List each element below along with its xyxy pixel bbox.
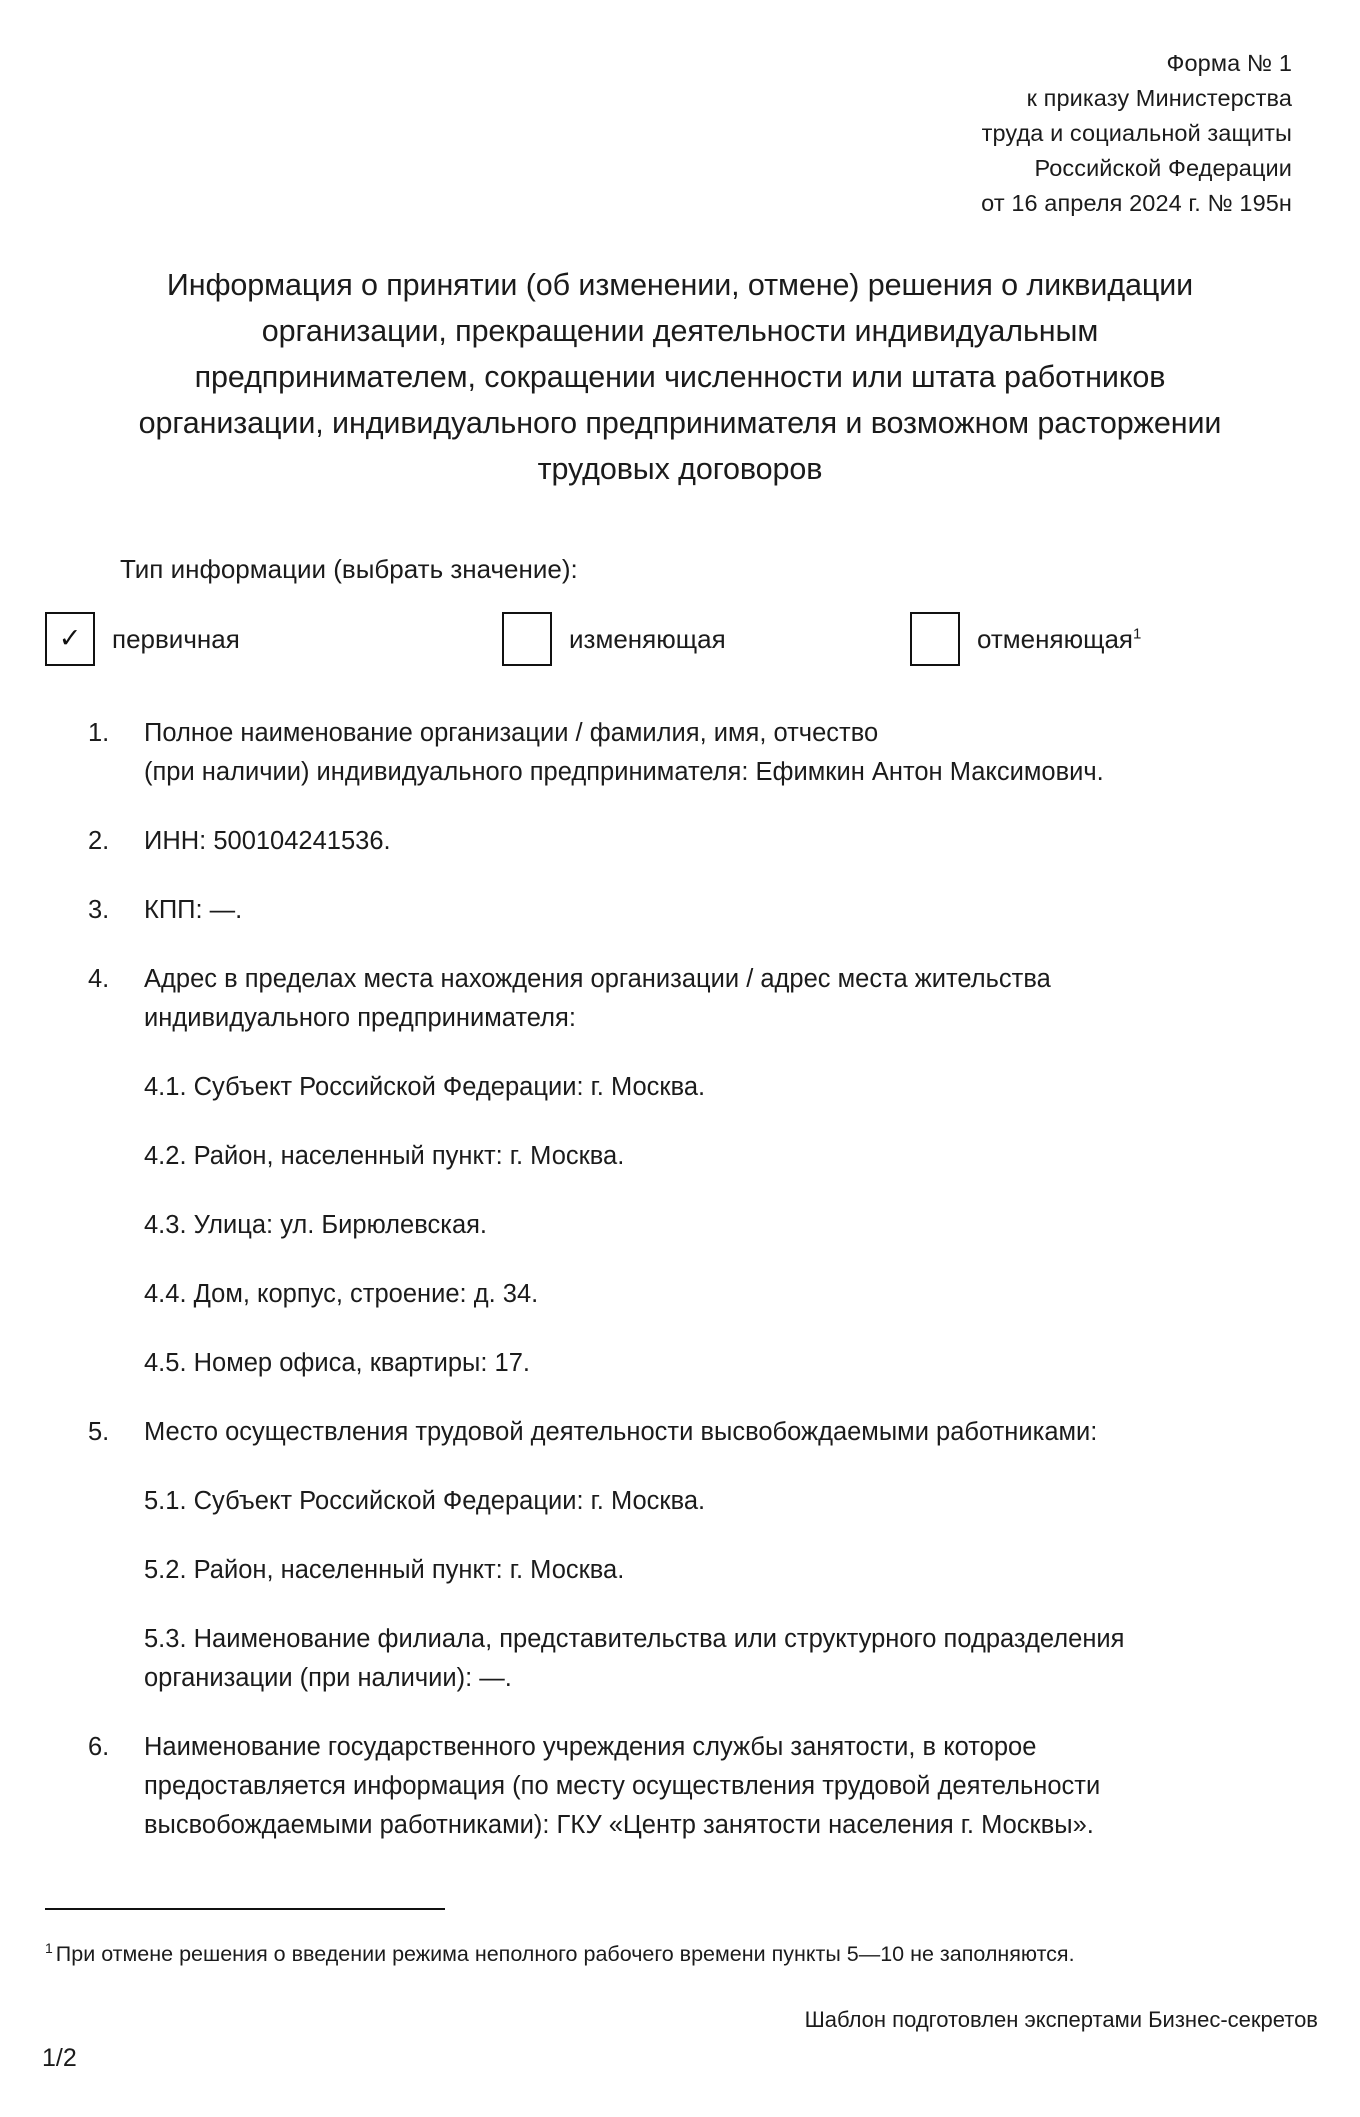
sub-item-4-5 [88,1344,1303,1383]
document-title [40,262,1320,492]
option-pervichnaya[interactable] [45,608,240,670]
item-number: 1. [88,719,110,747]
sub-item-5-3 [88,1620,1303,1698]
list-item [88,822,1303,861]
footnote [45,1938,1315,1970]
footnote-number: 1 [45,1939,53,1956]
footnote-separator [45,1908,445,1910]
sub-item-4-3 [88,1206,1303,1245]
list-item [88,1728,1303,1845]
item-body [144,822,1303,861]
checkbox-izmenyayushchaya[interactable] [502,612,552,666]
item-line: Полное наименование организации / фамилия, имя, отчество [144,719,879,747]
sub-item-line: 5.2. Район, населенный пункт: г. Москва. [144,1556,625,1584]
item-body [144,891,1303,930]
item-body [144,714,1303,792]
checkbox-label-pervichnaya [112,624,240,655]
item-number: 3. [88,896,110,924]
header-line-4: Российской Федерации [1034,155,1292,181]
list-item [88,960,1303,1038]
list-item [88,891,1303,930]
sub-item-4-2 [88,1137,1303,1176]
item-number: 4. [88,965,110,993]
checkbox-pervichnaya[interactable] [45,612,95,666]
sub-item-4-1 [88,1068,1303,1107]
checkbox-otmenyayushchaya[interactable] [910,612,960,666]
header-line-5: от 16 апреля 2024 г. № 195н [981,190,1292,216]
form-items-list [88,714,1303,1875]
item-line: высвобождаемыми работниками): ГКУ «Центр занятости населения г. Москвы». [144,1811,1094,1839]
list-item [88,1413,1303,1452]
title-line-2: организации, прекращении деятельности индивидуальным [261,314,1099,348]
title-line-5: трудовых договоров [537,452,823,486]
information-type-label: Тип информации (выбрать значение): [120,554,578,584]
header-line-3: труда и социальной защиты [981,120,1292,146]
item-body [144,1728,1303,1845]
check-icon: ✓ [58,622,82,654]
information-type-options [40,608,1320,670]
item-line: (при наличии) индивидуального предпринимателя: Ефимкин Антон Максимович. [144,758,1104,786]
sub-item-line: 4.4. Дом, корпус, строение: д. 34. [144,1280,539,1308]
item-line: Место осуществления трудовой деятельности высвобождаемыми работниками: [144,1418,1098,1446]
item-number: 5. [88,1418,110,1446]
footnote-marker: 1 [1133,624,1142,642]
item-body [144,960,1303,1038]
checkbox-label-text-izmenyayushchaya: изменяющая [569,623,726,654]
item-line: Наименование государственного учреждения службы занятости, в которое [144,1733,1037,1761]
item-line: Адрес в пределах места нахождения организации / адрес места жительства [144,965,1051,993]
sub-item-line: 4.5. Номер офиса, квартиры: 17. [144,1349,530,1377]
title-line-1: Информация о принятии (об изменении, отмене) решения о ликвидации [166,268,1194,302]
sub-item-line: 5.1. Субъект Российской Федерации: г. Москва. [144,1487,706,1515]
checkbox-label-text-otmenyayushchaya: отменяющая [977,623,1133,654]
item-body [144,1413,1303,1452]
page-number: 1/2 [42,2044,77,2072]
footnote-text: При отмене решения о введении режима неполного рабочего времени пункты 5—10 не заполняются. [55,1942,1075,1966]
sub-item-4-4 [88,1275,1303,1314]
sub-item-5-1 [88,1482,1303,1521]
sub-item-line: 5.3. Наименование филиала, представительства или структурного подразделения [144,1625,1125,1653]
item-number: 6. [88,1733,110,1761]
sub-item-5-2 [88,1551,1303,1590]
item-line: ИНН: 500104241536. [144,827,391,855]
sub-item-line: организации (при наличии): —. [144,1664,512,1692]
sub-item-line: 4.2. Район, населенный пункт: г. Москва. [144,1142,625,1170]
header-line-1: Форма № 1 [1166,50,1292,76]
title-line-4: организации, индивидуального предпринимателя и возможном расторжении [138,406,1222,440]
template-attribution: Шаблон подготовлен экспертами Бизнес-секретов [804,2007,1318,2032]
checkbox-label-izmenyayushchaya [569,624,726,655]
sub-item-line: 4.1. Субъект Российской Федерации: г. Москва. [144,1073,706,1101]
checkbox-label-text-pervichnaya: первичная [112,623,240,654]
item-line: индивидуального предпринимателя: [144,1004,576,1032]
form-reference-header [981,46,1292,221]
header-line-2: к приказу Министерства [1026,85,1292,111]
option-izmenyayushchaya[interactable] [502,608,726,670]
title-line-3: предпринимателем, сокращении численности или штата работников [194,360,1166,394]
option-otmenyayushchaya[interactable] [910,608,1141,670]
sub-item-line: 4.3. Улица: ул. Бирюлевская. [144,1211,488,1239]
item-line: предоставляется информация (по месту осуществления трудовой деятельности [144,1772,1101,1800]
item-line: КПП: —. [144,896,243,924]
list-item [88,714,1303,792]
checkbox-label-otmenyayushchaya [977,624,1141,655]
item-number: 2. [88,827,110,855]
